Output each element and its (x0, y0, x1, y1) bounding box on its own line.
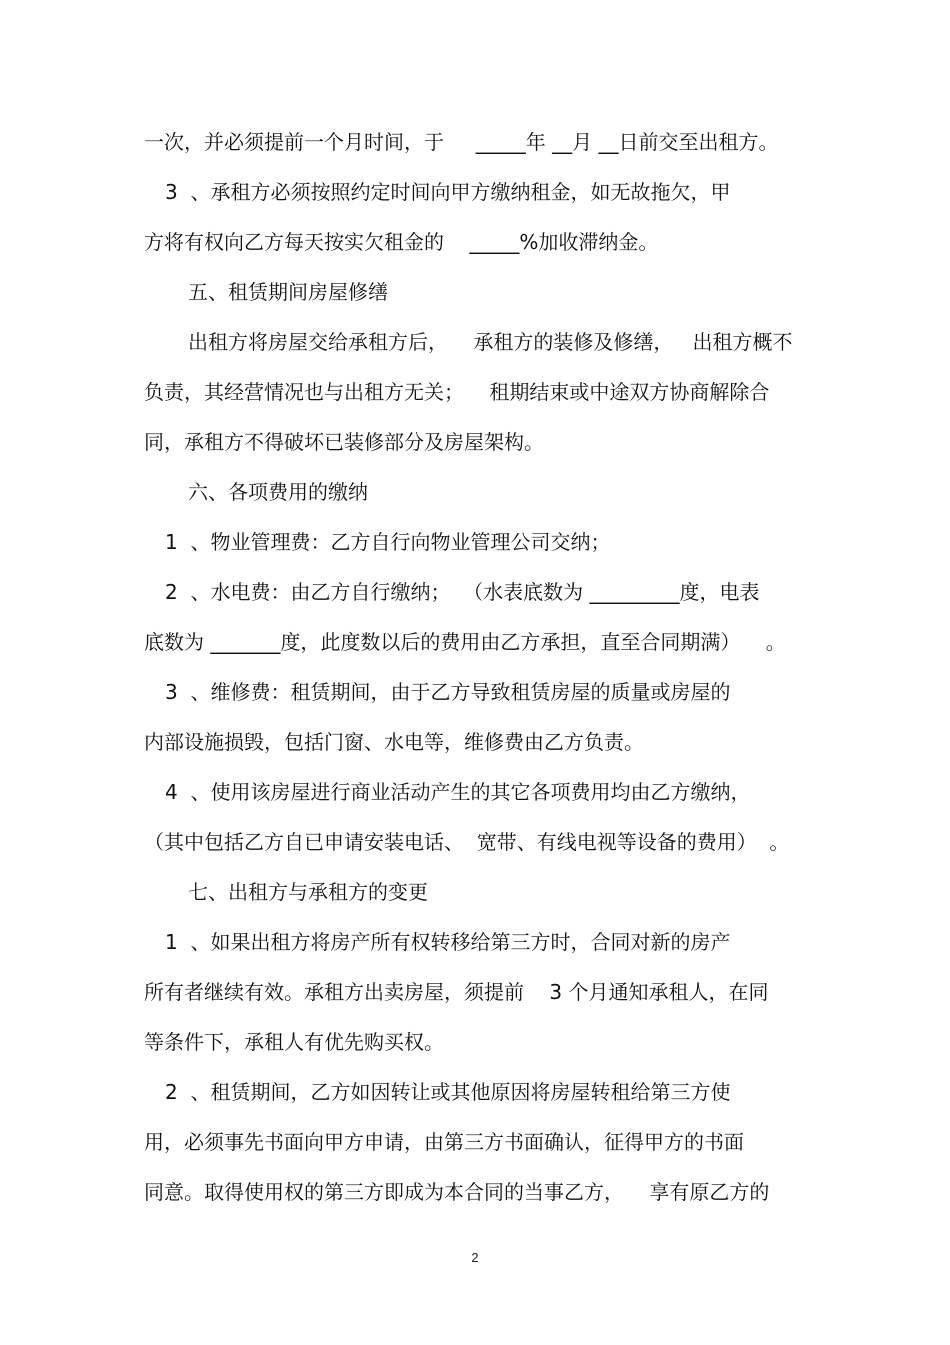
text-line: 4 、使用该房屋进行商业活动产生的其它各项费用均由乙方缴纳， (165, 780, 751, 804)
page-number: 2 (471, 1250, 479, 1265)
text-line: 2 、租赁期间，乙方如因转让或其他原因将房屋转租给第三方使 (165, 1080, 731, 1104)
text-line: 3 、承租方必须按照约定时间向甲方缴纳租金，如无故拖欠，甲 (165, 180, 731, 204)
text-line: 出租方将房屋交给承租方后， 承租方的装修及修缮， 出租方概不 (188, 330, 793, 354)
section-heading: 七、出租方与承租方的变更 (188, 880, 428, 904)
text-line: 底数为 _______度，此度数以后的费用由乙方承担，直至合同期满） 。 (144, 630, 786, 654)
text-line: 同，承租方不得破坏已装修部分及房屋架构。 (144, 430, 544, 454)
text-line: 所有者继续有效。承租方出卖房屋，须提前 3 个月通知承租人，在同 (144, 980, 769, 1004)
text-line: 同意。取得使用权的第三方即成为本合同的当事乙方， 享有原乙方的 (144, 1180, 770, 1204)
text-line: 1 、如果出租方将房产所有权转移给第三方时，合同对新的房产 (165, 930, 731, 954)
text-line: 一次，并必须提前一个月时间，于 _____年 __月 __日前交至出租方。 (144, 130, 779, 154)
section-heading: 六、各项费用的缴纳 (188, 480, 368, 504)
text-line: 3 、维修费：租赁期间，由于乙方导致租赁房屋的质量或房屋的 (165, 680, 731, 704)
text-line: （其中包括乙方自已申请安装电话、 宽带、有线电视等设备的费用） 。 (144, 830, 790, 854)
text-line: 用，必须事先书面向甲方申请，由第三方书面确认，征得甲方的书面 (144, 1130, 744, 1154)
text-line: 1 、物业管理费：乙方自行向物业管理公司交纳； (165, 530, 611, 554)
text-line: 负责，其经营情况也与出租方无关； 租期结束或中途双方协商解除合 (144, 380, 770, 404)
text-line: 方将有权向乙方每天按实欠租金的 _____%加收滞纳金。 (144, 230, 659, 254)
text-line: 2 、水电费：由乙方自行缴纳； （水表底数为 _________度，电表 (165, 580, 760, 604)
text-line: 等条件下，承租人有优先购买权。 (144, 1030, 444, 1054)
text-line: 内部设施损毁，包括门窗、水电等，维修费由乙方负责。 (144, 730, 644, 754)
section-heading: 五、租赁期间房屋修缮 (188, 280, 388, 304)
